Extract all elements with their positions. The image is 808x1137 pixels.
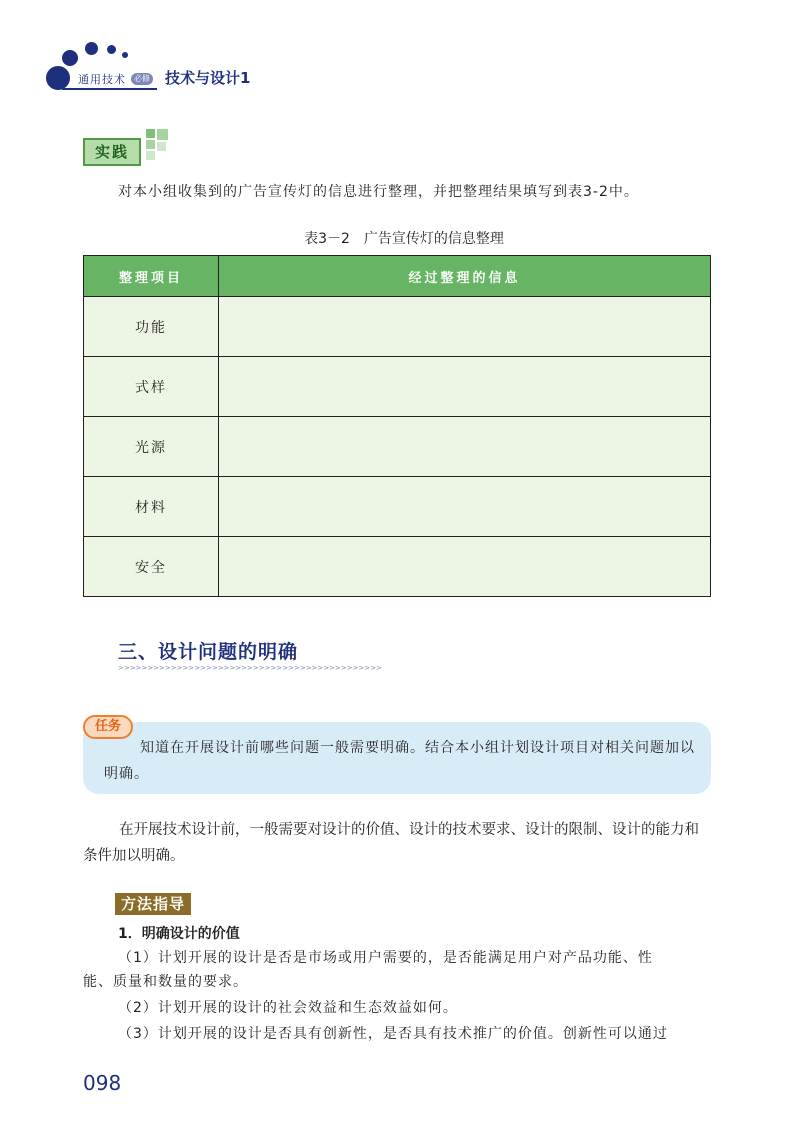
- decor-square: [157, 142, 166, 151]
- table-header-info: 经过整理的信息: [219, 256, 711, 297]
- table-row: [84, 537, 711, 597]
- header-series: 通用技术: [78, 73, 126, 86]
- info-table: [83, 255, 711, 597]
- table-cell-item: 材料: [84, 477, 219, 537]
- table-cell-info[interactable]: [219, 537, 711, 597]
- body-paragraph: 在开展技术设计前，一般需要对设计的价值、设计的技术要求、设计的限制、设计的能力和条件加以明确。: [83, 822, 699, 864]
- decor-square: [146, 140, 155, 149]
- table-cell-info[interactable]: [219, 417, 711, 477]
- header-book-title: 技术与设计1: [165, 69, 251, 87]
- method-item-1-line-2: 能、质量和数量的要求。: [83, 974, 248, 990]
- table-cell-info[interactable]: [219, 297, 711, 357]
- task-text: 知道在开展设计前哪些问题一般需要明确。结合本小组计划设计项目对相关问题加以明确。: [104, 740, 695, 782]
- table-caption: 表3－2 广告宣传灯的信息整理: [304, 231, 504, 247]
- header-dot-medium-2: [85, 42, 98, 55]
- page-number: 098: [83, 1071, 122, 1095]
- method-subtitle: 1．明确设计的价值: [118, 926, 240, 942]
- table-row: [84, 297, 711, 357]
- method-label: 方法指导: [115, 893, 191, 915]
- table-cell-item: 功能: [84, 297, 219, 357]
- table-cell-info[interactable]: [219, 477, 711, 537]
- header-dot-medium: [62, 50, 78, 66]
- header-badge: 必修: [131, 73, 153, 85]
- method-item-1-line-1: （1）计划开展的设计是否是市场或用户需要的，是否能满足用户对产品功能、性: [118, 950, 653, 966]
- section-title-underline: >>>>>>>>>>>>>>>>>>>>>>>>>>>>>>>>>>>>>>>>>>>>>: [118, 664, 382, 672]
- table-header-row: [84, 256, 711, 297]
- table-row: [84, 357, 711, 417]
- table-cell-item: 式样: [84, 357, 219, 417]
- method-item-3: （3）计划开展的设计是否具有创新性，是否具有技术推广的价值。创新性可以通过: [118, 1026, 668, 1042]
- decor-square: [146, 129, 155, 138]
- practice-instruction: 对本小组收集到的广告宣传灯的信息进行整理，并把整理结果填写到表3-2中。: [118, 184, 639, 200]
- table-row: [84, 477, 711, 537]
- practice-label: 实践: [83, 138, 141, 166]
- decor-square: [146, 151, 155, 160]
- table-header-item: 整理项目: [84, 256, 219, 297]
- header-dot-tiny: [122, 52, 128, 58]
- table-cell-item: 安全: [84, 537, 219, 597]
- header-dot-small: [107, 45, 116, 54]
- header-dot-large: [46, 66, 70, 90]
- section-title: 三、设计问题的明确: [118, 641, 299, 663]
- header-underline: [62, 88, 157, 90]
- decor-square: [157, 129, 168, 140]
- table-row: [84, 417, 711, 477]
- table-cell-item: 光源: [84, 417, 219, 477]
- task-label: 任务: [83, 715, 133, 739]
- method-item-2: （2）计划开展的设计的社会效益和生态效益如何。: [118, 1000, 458, 1016]
- table-cell-info[interactable]: [219, 357, 711, 417]
